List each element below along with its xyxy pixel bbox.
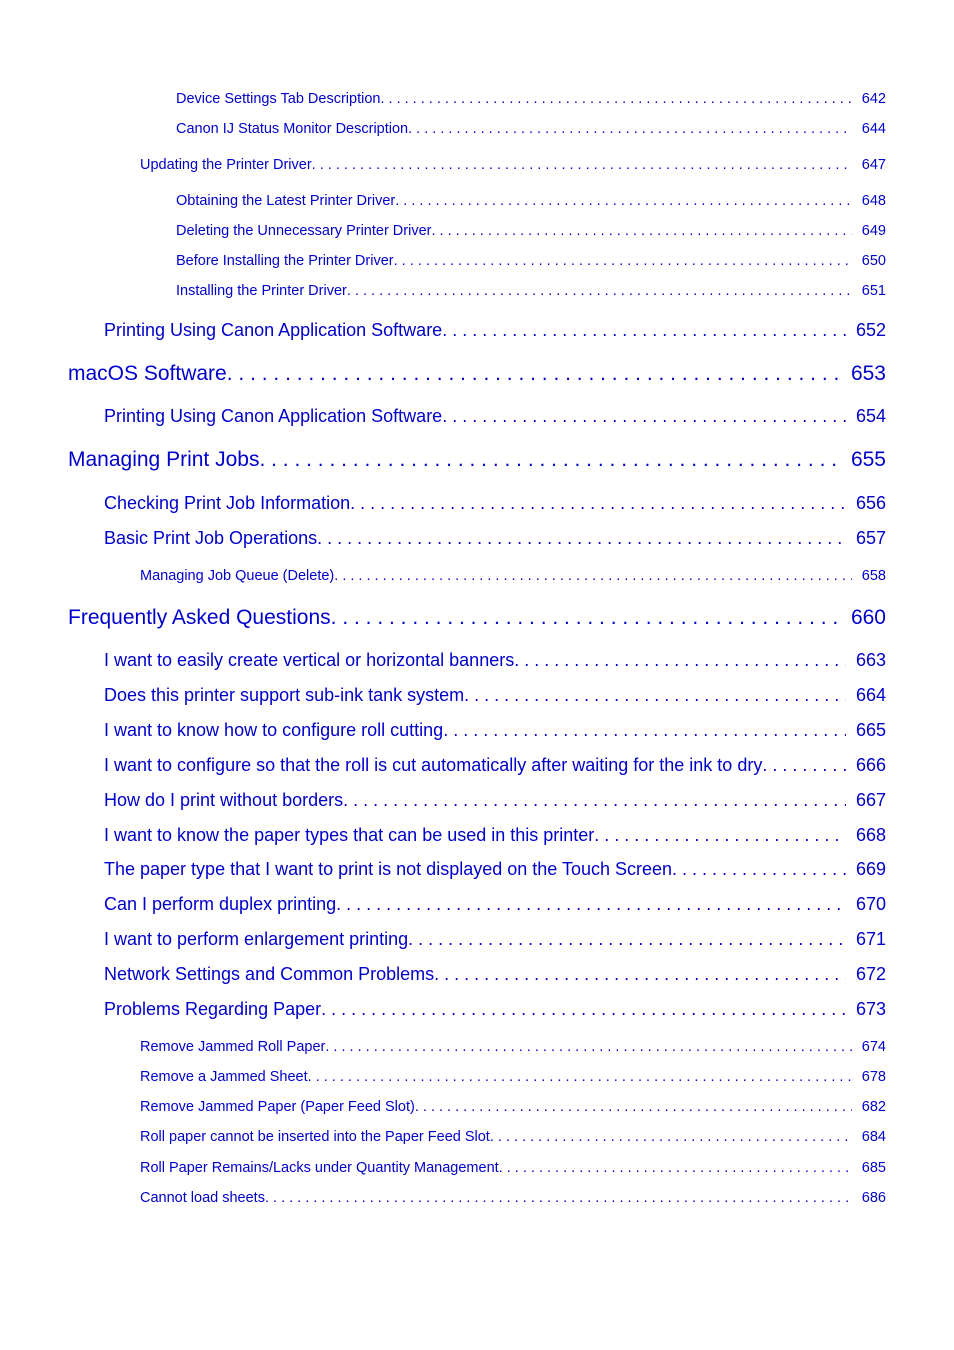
toc-dot-leader [443,720,846,741]
toc-entry[interactable] [140,1129,886,1145]
toc-entry[interactable] [104,320,886,341]
toc-dot-leader [594,825,846,846]
toc-dot-leader [442,320,846,341]
toc-entry-title: Network Settings and Common Problems [104,964,435,984]
toc-entry-title: Frequently Asked Questions [68,606,331,629]
toc-entry-page-number: 667 [855,790,886,810]
toc-entry-page-number: 685 [861,1160,886,1176]
toc-dot-leader [464,685,846,706]
toc-dot-leader [343,790,846,811]
toc-entry-title: macOS Software [68,362,227,385]
toc-dot-leader [325,1039,852,1055]
toc-dot-leader [259,448,840,472]
toc-entry-title: I want to configure so that the roll is cut automatically after waiting for the ink to dry [104,755,763,775]
toc-entry[interactable] [176,193,886,209]
toc-entry[interactable] [104,859,886,880]
toc-entry-title: Managing Print Jobs [68,448,260,471]
toc-entry[interactable] [104,493,886,514]
toc-entry-page-number: 672 [855,964,886,984]
toc-entry-title: Checking Print Job Information [104,493,351,513]
toc-entry[interactable] [68,606,886,630]
toc-entry-title: Problems Regarding Paper [104,999,322,1019]
toc-entry-page-number: 686 [861,1190,886,1206]
toc-dot-leader [762,755,846,776]
toc-entry-title: Canon IJ Status Monitor Description [176,121,409,137]
toc-entry-title: I want to perform enlargement printing [104,929,409,949]
toc-dot-leader [499,1160,852,1176]
toc-entry-page-number: 666 [855,755,886,775]
toc-entry-title: Installing the Printer Driver [176,283,347,299]
toc-entry[interactable] [140,1039,886,1055]
toc-entry[interactable] [104,650,886,671]
toc-entry[interactable] [104,528,886,549]
toc-entry[interactable] [140,568,886,584]
toc-entry[interactable] [176,283,886,299]
toc-entry[interactable] [104,894,886,915]
toc-dot-leader [395,193,852,209]
toc-entry[interactable] [176,121,886,137]
toc-entry-page-number: 657 [855,528,886,548]
toc-entry-title: The paper type that I want to print is not displayed on the Touch Screen [104,859,673,879]
toc-entry[interactable] [140,1160,886,1176]
toc-entry-title: Remove a Jammed Sheet [140,1069,308,1085]
toc-dot-leader [334,568,852,584]
toc-entry[interactable] [104,825,886,846]
toc-entry-title: Roll Paper Remains/Lacks under Quantity Management [140,1160,499,1176]
toc-entry[interactable] [176,253,886,269]
toc-entry[interactable] [104,964,886,985]
toc-entry-page-number: 664 [855,685,886,705]
toc-entry-title: Does this printer support sub-ink tank system [104,685,465,705]
toc-dot-leader [394,253,852,269]
toc-entry-page-number: 651 [861,283,886,299]
toc-entry[interactable] [140,1190,886,1206]
toc-entry[interactable] [104,406,886,427]
toc-entry-title: How do I print without borders [104,790,344,810]
toc-entry-page-number: 656 [855,493,886,513]
toc-entry-page-number: 665 [855,720,886,740]
toc-entry-title: Obtaining the Latest Printer Driver [176,193,396,209]
toc-dot-leader [312,157,852,173]
toc-entry[interactable] [68,448,886,472]
toc-dot-leader [672,859,846,880]
toc-dot-leader [308,1069,852,1085]
toc-dot-leader [514,650,846,671]
toc-entry-title: I want to know how to configure roll cutting [104,720,444,740]
toc-dot-leader [442,406,846,427]
toc-entry-title: Roll paper cannot be inserted into the Paper Feed Slot [140,1129,490,1145]
toc-entry-title: Remove Jammed Roll Paper [140,1039,326,1055]
toc-entry-title: Updating the Printer Driver [140,157,312,173]
toc-entry-page-number: 647 [861,157,886,173]
toc-entry[interactable] [104,720,886,741]
toc-dot-leader [331,606,840,630]
toc-dot-leader [317,528,846,549]
toc-dot-leader [336,894,846,915]
toc-dot-leader [434,964,846,985]
toc-entry-page-number: 642 [861,91,886,107]
toc-entry-page-number: 644 [861,121,886,137]
toc-entry-title: I want to know the paper types that can be used in this printer [104,825,595,845]
toc-entry-title: Device Settings Tab Description [176,91,381,107]
toc-dot-leader [408,929,846,950]
toc-entry-title: Remove Jammed Paper (Paper Feed Slot) [140,1099,415,1115]
toc-entry-page-number: 650 [861,253,886,269]
toc-entry-title: Basic Print Job Operations [104,528,318,548]
toc-entry-page-number: 674 [861,1039,886,1055]
toc-entry[interactable] [104,755,886,776]
toc-entry-page-number: 649 [861,223,886,239]
toc-entry-title: Before Installing the Printer Driver [176,253,394,269]
toc-entry-title: Deleting the Unnecessary Printer Driver [176,223,432,239]
toc-entry[interactable] [176,223,886,239]
toc-entry-page-number: 670 [855,894,886,914]
toc-dot-leader [350,493,846,514]
toc-entry-page-number: 655 [850,448,886,471]
toc-dot-leader [490,1129,852,1145]
toc-entry-page-number: 678 [861,1069,886,1085]
toc-entry-page-number: 663 [855,650,886,670]
toc-dot-leader [431,223,852,239]
toc-dot-leader [415,1099,852,1115]
toc-entry-title: Printing Using Canon Application Software [104,320,443,340]
toc-dot-leader [380,91,852,107]
toc-entry-title: Managing Job Queue (Delete) [140,568,335,584]
toc-entry-title: I want to easily create vertical or horizontal banners [104,650,515,670]
toc-entry[interactable] [104,929,886,950]
toc-entry-title: Can I perform duplex printing [104,894,337,914]
toc-entry[interactable] [104,790,886,811]
toc-entry-page-number: 660 [850,606,886,629]
toc-dot-leader [227,362,840,386]
toc-entry-page-number: 654 [855,406,886,426]
toc-entry-page-number: 684 [861,1129,886,1145]
toc-entry[interactable] [140,157,886,173]
toc-entry-page-number: 653 [850,362,886,385]
toc-entry[interactable] [104,685,886,706]
toc-entry[interactable] [68,362,886,386]
toc-dot-leader [321,999,846,1020]
toc-entry-title: Printing Using Canon Application Software [104,406,443,426]
toc-entry-page-number: 652 [855,320,886,340]
toc-entry-title: Cannot load sheets [140,1190,265,1206]
toc-entry-page-number: 673 [855,999,886,1019]
toc-entry-page-number: 668 [855,825,886,845]
toc-entry-page-number: 658 [861,568,886,584]
toc-dot-leader [347,283,852,299]
toc-entry[interactable] [104,999,886,1020]
toc-entry-page-number: 671 [855,929,886,949]
toc-entry-page-number: 669 [855,859,886,879]
toc-dot-leader [408,121,852,137]
toc-entry[interactable] [140,1069,886,1085]
toc-dot-leader [265,1190,852,1206]
toc-entry[interactable] [176,91,886,107]
toc-entry[interactable] [140,1099,886,1115]
toc-entry-page-number: 682 [861,1099,886,1115]
toc-entry-page-number: 648 [861,193,886,209]
